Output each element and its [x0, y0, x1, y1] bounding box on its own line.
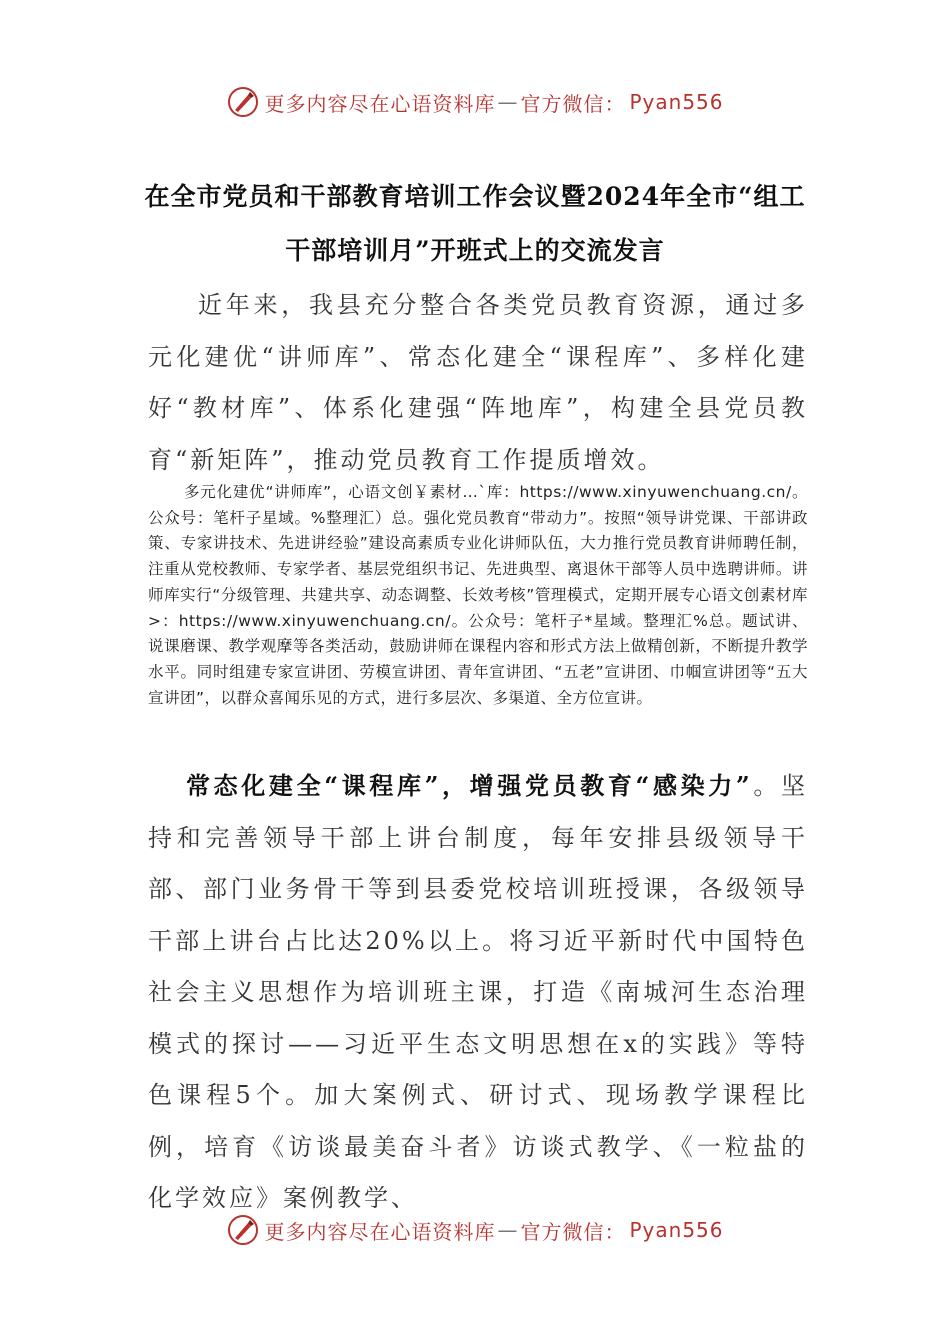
banner-wechat-id: Pyan556 [629, 90, 724, 114]
banner-wechat-label: 官方微信： [520, 1219, 626, 1244]
banner-wechat-id: Pyan556 [629, 1218, 724, 1242]
header-banner [0, 82, 950, 122]
footer-banner [0, 1210, 950, 1250]
pen-logo-icon [226, 85, 260, 119]
banner-slogan: 更多内容尽在心语资料库 [264, 91, 496, 116]
pen-logo-icon [226, 1213, 260, 1247]
section2-heading: 常态化建全“课程库”，增强党员教育“感染力” [186, 771, 753, 800]
section1-paragraph: 多元化建优“讲师库”，心语文创￥素材…`库：https://www.xinyuwenchuang.cn/。公众号：笔杆子星域。%整理汇）总。强化党员教育“带动力”。按照“领导讲党课、干部讲政策、专家讲技术、先进讲经验”建设高素质专业化讲师队伍，大力推行党员教育讲师聘任制，注重从党校教师、专家学者、基层党组织书记、先进典型、离退休干部等人员中选聘讲师。讲师库实行“分级管理、共建共享、动态调整、长效考核”管理模式，定期开展专心语文创素材库>：https://www.xinyuwenchuang.cn/。公众号：笔杆子*星域。整理汇%总。题试讲、说课磨课、教学观摩等各类活动，鼓励讲师在课程内容和形式方法上做精创新，不断提升教学水平。同时组建专家宣讲团、劳模宣讲团、青年宣讲团、“五老”宣讲团、巾帼宣讲团等“五大宣讲团”，以群众喜闻乐见的方式，进行多层次、多渠道、全方位宣讲。 [148, 483, 808, 707]
document-title: 在全市党员和干部教育培训工作会议暨2024年全市“组工干部培训月”开班式上的交流发言 [144, 182, 806, 265]
banner-separator: — [497, 1218, 519, 1242]
section2-paragraph [148, 760, 808, 1225]
banner-wechat-label: 官方微信： [520, 91, 626, 116]
intro-paragraph: 近年来，我县充分整合各类党员教育资源，通过多元化建优“讲师库”、常态化建全“课程库”、多样化建好“教材库”、体系化建强“阵地库”，构建全县党员教育“新矩阵”，推动党员教育工作提质增效。 [148, 291, 808, 474]
banner-separator: — [497, 90, 519, 114]
banner-slogan: 更多内容尽在心语资料库 [264, 1219, 496, 1244]
section2-body: 。坚持和完善领导干部上讲台制度，每年安排县级领导干部、部门业务骨干等到县委党校培训班授课，各级领导干部上讲台占比达20%以上。将习近平新时代中国特色社会主义思想作为培训班主课，打造《南城河生态治理模式的探讨——习近平生态文明思想在x的实践》等特色课程5个。加大案例式、研讨式、现场教学课程比例，培育《访谈最美奋斗者》访谈式教学、《一粒盐的化学效应》案例教学、 [148, 772, 809, 1212]
